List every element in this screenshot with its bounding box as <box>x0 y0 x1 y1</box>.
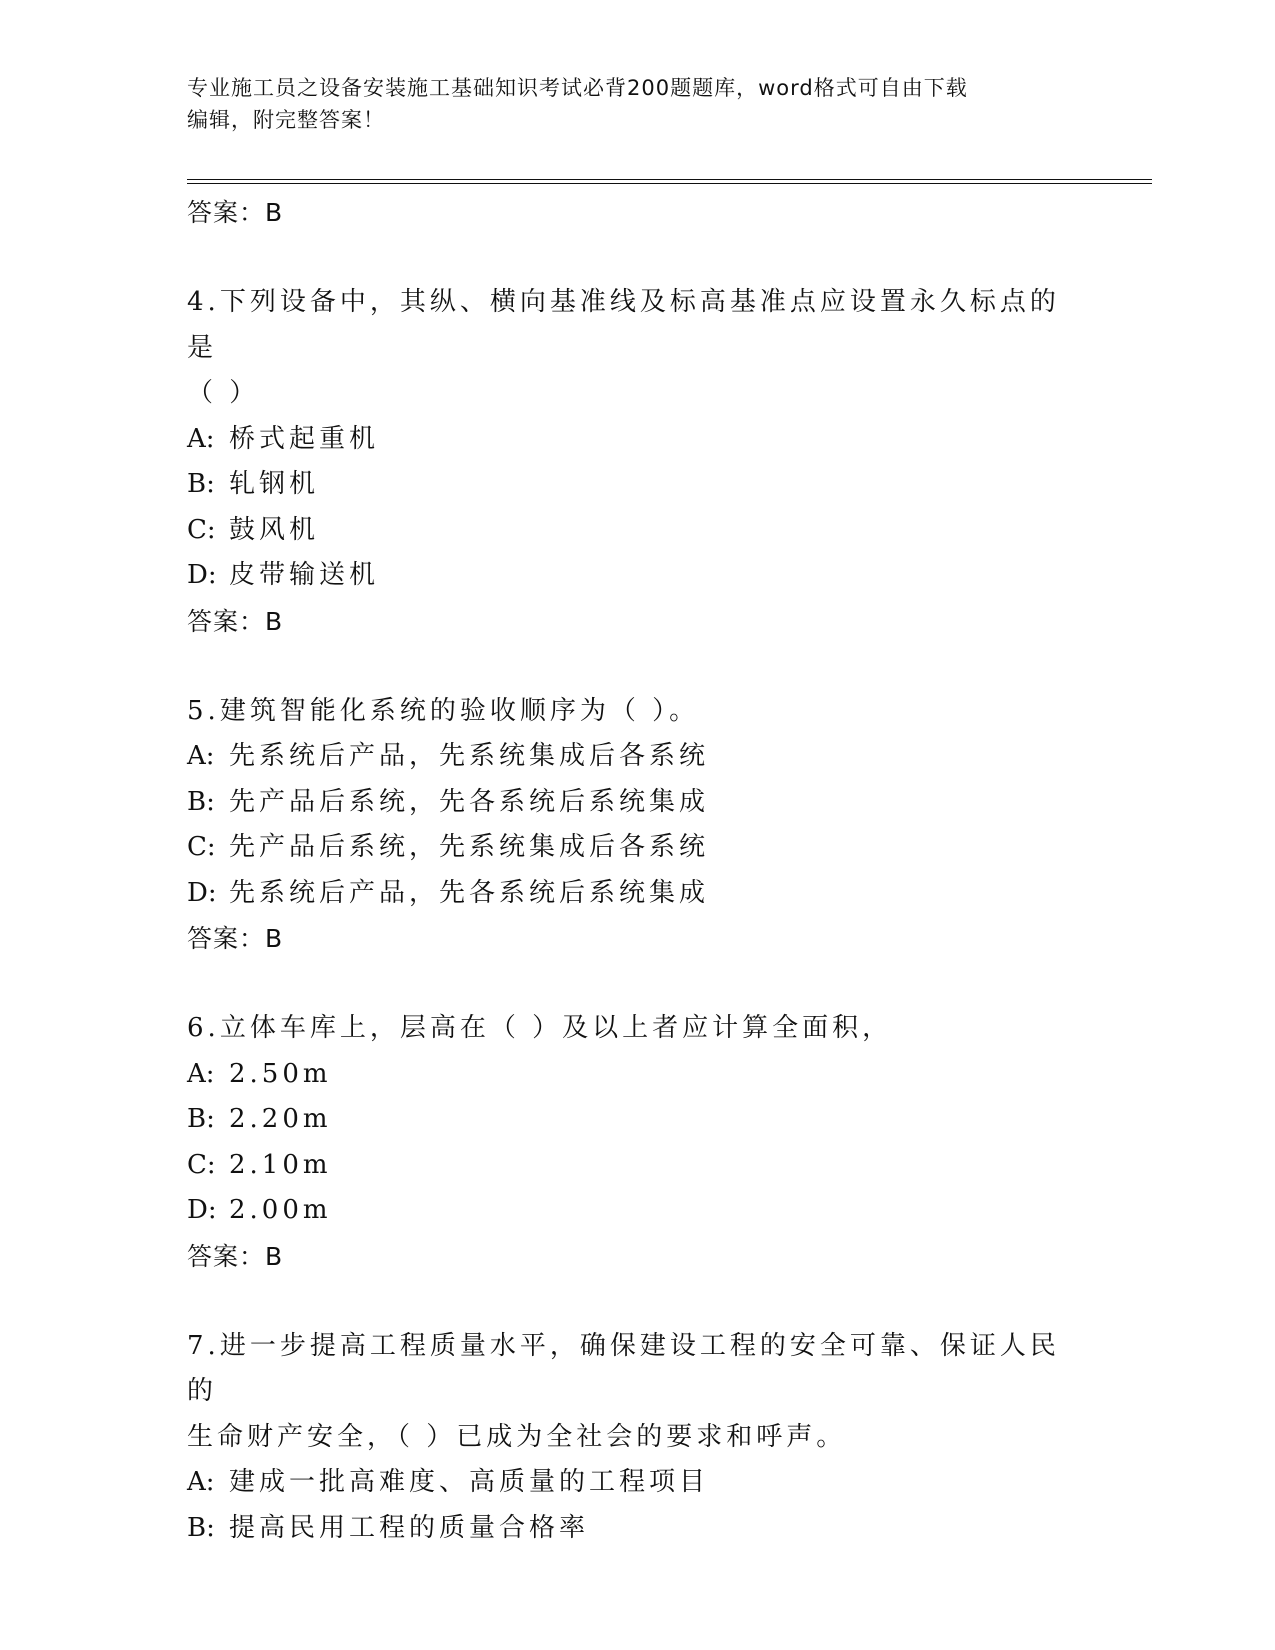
option-letter: D: <box>187 1195 217 1225</box>
question-4 <box>187 280 1087 645</box>
answer-label: 答案： <box>187 1241 266 1271</box>
question-stem-line <box>187 1324 1087 1415</box>
option-text: 建成一批高难度、高质量的工程项目 <box>229 1467 710 1497</box>
option-letter: B: <box>187 786 215 817</box>
question-stem-line: （ ） <box>187 378 260 408</box>
header-divider-top <box>187 179 1152 180</box>
answer-line <box>187 916 1087 962</box>
document-header <box>187 72 1067 136</box>
question-6 <box>187 1006 1087 1280</box>
option-letter: C: <box>187 514 216 545</box>
option-letter: A: <box>187 1467 215 1497</box>
question-7 <box>187 1324 1087 1552</box>
answer-line <box>187 599 1087 645</box>
option-c <box>187 508 1087 554</box>
option-letter: B: <box>187 1104 215 1134</box>
question-number: 4. <box>187 287 220 317</box>
option-a <box>187 417 1087 463</box>
option-text: 先系统后产品，先系统集成后各系统 <box>229 741 710 771</box>
option-letter: C: <box>187 1149 216 1180</box>
option-b <box>187 462 1087 508</box>
answer-value: B <box>265 198 284 227</box>
option-letter: A: <box>187 423 215 454</box>
option-d <box>187 871 1087 917</box>
option-letter: D: <box>187 877 217 908</box>
option-letter: A: <box>187 741 215 771</box>
option-a <box>187 734 1087 780</box>
option-text: 2.50m <box>229 1058 332 1089</box>
option-c <box>187 1143 1087 1189</box>
option-text: 2.20m <box>229 1104 332 1134</box>
option-text: 提高民用工程的质量合格率 <box>229 1512 590 1543</box>
option-text: 先产品后系统，先系统集成后各系统 <box>229 832 710 862</box>
option-d <box>187 553 1087 599</box>
option-c <box>187 825 1087 871</box>
option-b <box>187 1097 1087 1143</box>
question-stem: 下列设备中，其纵、横向基准线及标高基准点应设置永久标点的是 <box>187 287 1060 363</box>
answer-value: B <box>265 606 284 636</box>
question-number: 7. <box>187 1330 220 1361</box>
question-stem: 立体车库上，层高在（ ）及以上者应计算全面积， <box>219 1013 893 1043</box>
answer-value: B <box>265 924 284 953</box>
option-text: 轧钢机 <box>229 469 320 499</box>
option-letter: B: <box>187 469 215 499</box>
option-letter: C: <box>187 832 216 862</box>
question-stem-line <box>187 280 1087 371</box>
answer-value: B <box>265 1241 284 1271</box>
header-divider-bottom <box>187 183 1152 184</box>
header-line-2: 编辑，附完整答案！ <box>187 108 385 132</box>
option-text: 先系统后产品，先各系统后系统集成 <box>229 877 710 908</box>
question-number: 6. <box>187 1013 220 1043</box>
answer-line <box>187 1234 1087 1280</box>
answer-label: 答案： <box>187 606 266 636</box>
option-letter: D: <box>187 560 217 590</box>
option-b <box>187 1506 1087 1552</box>
option-a <box>187 1052 1087 1098</box>
option-text: 2.10m <box>229 1149 332 1180</box>
question-stem: 建筑智能化系统的验收顺序为（ ）。 <box>219 695 700 726</box>
option-text: 先产品后系统，先各系统后系统集成 <box>229 786 710 817</box>
answer-line <box>187 190 1087 236</box>
answer-label: 答案： <box>187 198 266 227</box>
header-line-1: 专业施工员之设备安装施工基础知识考试必背200题题库，word格式可自由下载 <box>187 76 968 100</box>
question-stem-line: 生命财产安全，（ ）已成为全社会的要求和呼声。 <box>187 1421 847 1452</box>
option-text: 2.00m <box>229 1195 332 1225</box>
option-a <box>187 1460 1087 1506</box>
option-d <box>187 1188 1087 1234</box>
question-stem-line <box>187 1006 1087 1052</box>
question-stem-line <box>187 689 1087 735</box>
option-text: 鼓风机 <box>229 514 320 545</box>
question-list <box>187 190 1087 1551</box>
question-stem: 进一步提高工程质量水平，确保建设工程的安全可靠、保证人民的 <box>187 1330 1060 1406</box>
option-text: 桥式起重机 <box>229 423 380 454</box>
answer-label: 答案： <box>187 924 266 953</box>
option-text: 皮带输送机 <box>229 560 380 590</box>
question-number: 5. <box>187 695 220 726</box>
question-5 <box>187 689 1087 963</box>
option-letter: B: <box>187 1512 215 1543</box>
option-b <box>187 780 1087 826</box>
option-letter: A: <box>187 1058 215 1089</box>
